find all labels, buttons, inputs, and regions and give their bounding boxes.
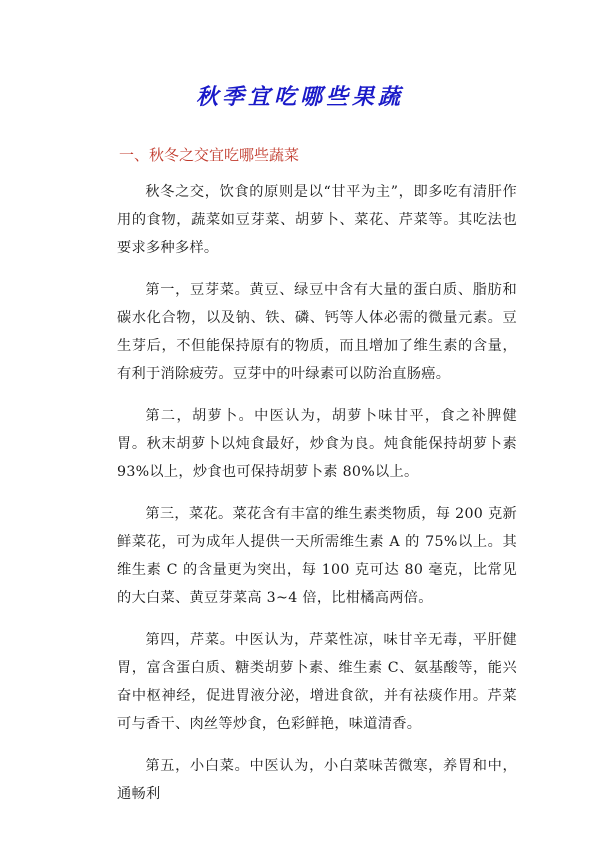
paragraph-intro: 秋冬之交，饮食的原则是以“甘平为主”，即多吃有清肝作用的食物，蔬菜如豆芽菜、胡萝卜、菜花、芹菜等。其吃法也要求多种多样。 — [117, 184, 517, 256]
body-content — [117, 178, 517, 822]
section-heading: 一、秋冬之交宜吃哪些蔬菜 — [119, 146, 300, 164]
paragraph-carrot: 第二，胡萝卜。中医认为，胡萝卜味甘平，食之补脾健胃。秋末胡萝卜以炖食最好，炒食为良。炖食能保持胡萝卜素 93%以上，炒食也可保持胡萝卜素 80%以上。 — [117, 408, 517, 480]
paragraph-bean-sprouts: 第一，豆芽菜。黄豆、绿豆中含有大量的蛋白质、脂肪和碳水化合物，以及钠、铁、磷、钙等人体必需的微量元素。豆生芽后，不但能保持原有的物质，而且增加了维生素的含量，有利于消除疲劳。豆芽中的叶绿素可以防治直肠癌。 — [117, 282, 517, 382]
page-title: 秋季宜吃哪些果蔬 — [195, 84, 404, 110]
paragraph-celery: 第四，芹菜。中医认为，芹菜性凉，味甘辛无毒，平肝健胃，富含蛋白质、糖类胡萝卜素、维生素 C、氨基酸等，能兴奋中枢神经，促进胃液分泌，增进食欲，并有祛痰作用。芹菜可与香干、肉丝等炒食，色彩鲜艳，味道清香。 — [117, 632, 517, 732]
paragraph-bok-choy: 第五，小白菜。中医认为，小白菜味苦微寒，养胃和中，通畅利 — [117, 758, 517, 802]
paragraph-cauliflower: 第三，菜花。菜花含有丰富的维生素类物质，每 200 克新鲜菜花，可为成年人提供一天所需维生素 A 的 75%以上。其维生素 C 的含量更为突出，每 100 克可达 80 毫克，比常见的大白菜、黄豆芽菜高 3~4 倍，比柑橘高两倍。 — [117, 506, 517, 606]
